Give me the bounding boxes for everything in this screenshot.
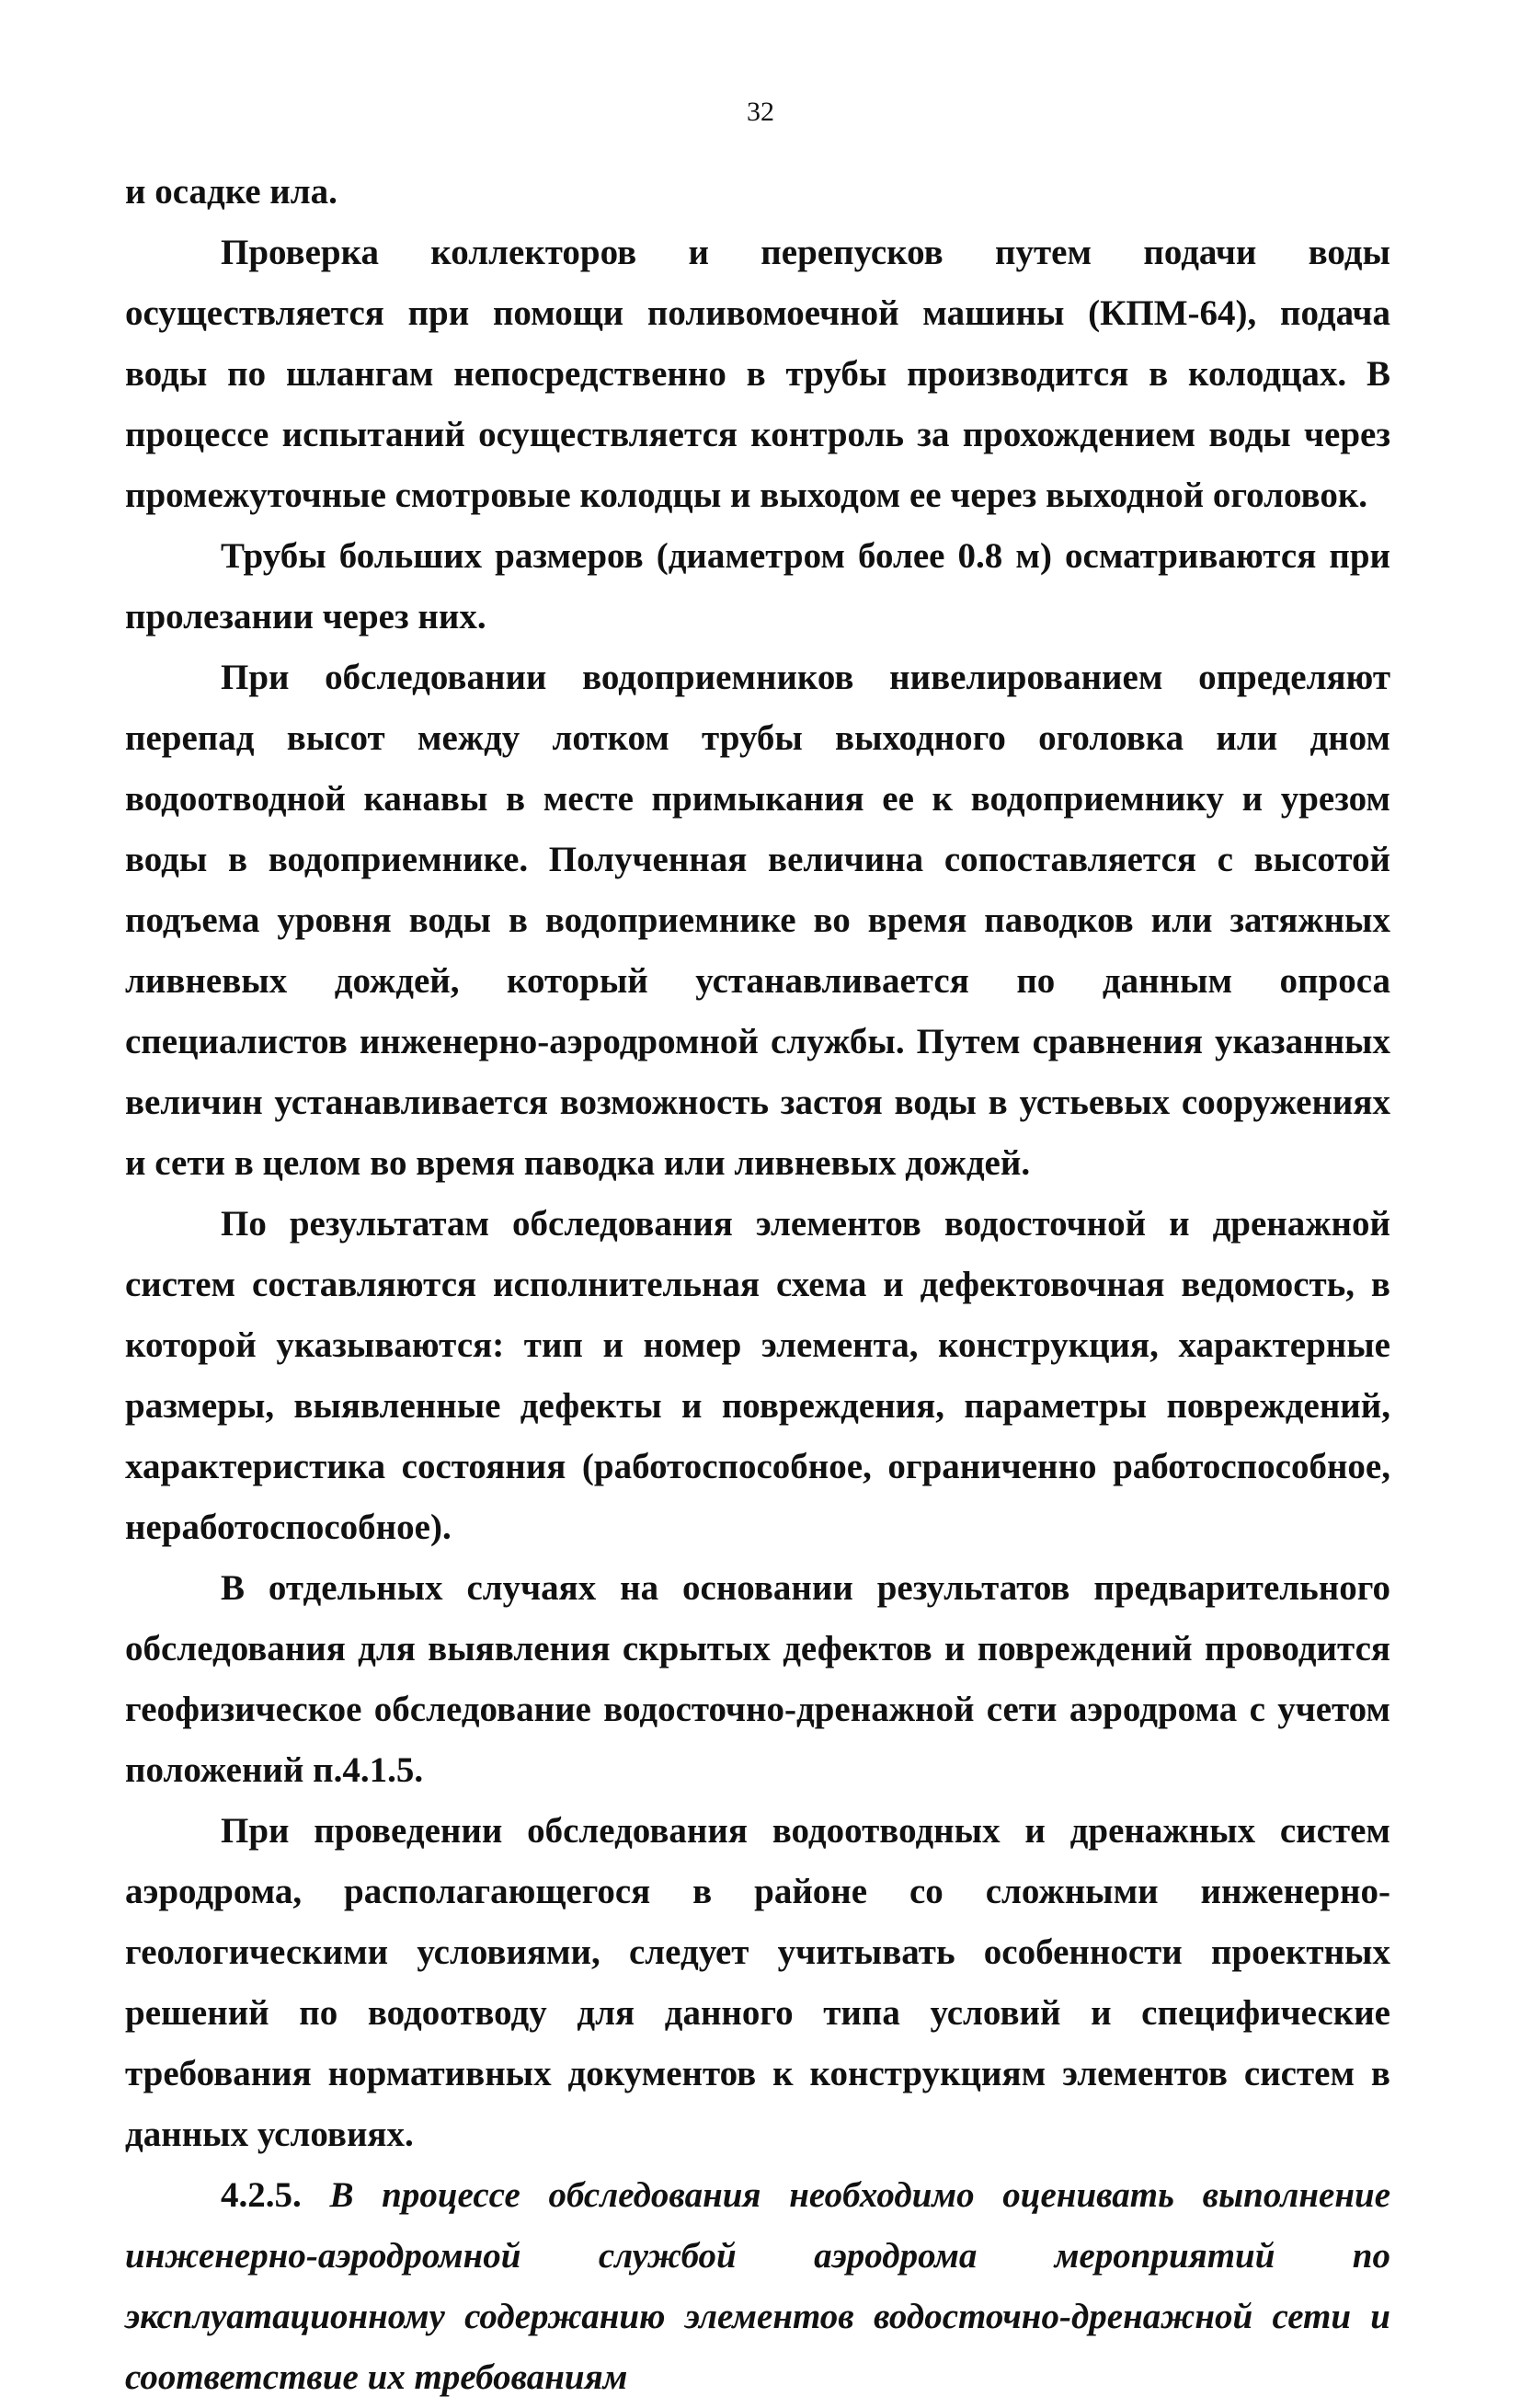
section-lead-title: В процессе обследования необходимо оценивать bbox=[329, 2175, 1174, 2215]
paragraph-survey-results: По результатам обследования элементов водосточной и дренажной систем составляются исполнительная схема и дефектовочная ведомость, в которой указываются: тип и номер элемента, конструкция, характерные размеры, выявленные дефекты и повреждения, параметры повреждений, характеристика состояния (работоспособное, ограниченно работоспособное, неработоспособное). bbox=[125, 1204, 1390, 1547]
document-body bbox=[125, 162, 1390, 2408]
paragraph-complex-conditions: При проведении обследования водоотводных и дренажных систем аэродрома, располагающегося в районе со сложными инженерно-геологическими условиями, следует учитывать особенности проектных решений по водоотводу для данного типа условий и специфические требования нормативных документов к конструкциям элементов систем в данных условиях. bbox=[125, 1811, 1390, 2154]
paragraph-geophysical-survey: В отдельных случаях на основании результатов предварительного обследования для выявления скрытых дефектов и повреждений проводится геофизическое обследование водосточно-дренажной сети аэродрома с учетом положений п.4.1.5. bbox=[125, 1568, 1390, 1790]
paragraph-large-pipes: Трубы больших размеров (диаметром более 0.8 м) осматриваются при пролезании через них. bbox=[125, 536, 1390, 636]
section-text: выполнение инженерно-аэродромной службой аэродрома мероприятий по эксплуатационному содержанию элементов водосточно-дренажной сети и соответствие их требованиям bbox=[125, 2175, 1391, 2397]
paragraph-water-receivers: При обследовании водоприемников нивелированием определяют перепад высот между лотком трубы выходного оголовка или дном водоотводной канавы в месте примыкания ее к водоприемнику и урезом воды в водоприемнике. Полученная величина сопоставляется с высотой подъема уровня воды в водоприемнике во время паводков или затяжных ливневых дождей, который устанавливается по данным опроса специалистов инженерно-аэродромной службы. Путем сравнения указанных величин устанавливается возможность застоя воды в устьевых сооружениях и сети в целом во время паводка или ливневых дождей. bbox=[125, 658, 1390, 1183]
page-number: 32 bbox=[747, 97, 774, 127]
paragraph-collector-check: Проверка коллекторов и перепусков путем подачи воды осуществляется при помощи поливомоечной машины (КПМ-64), подача воды по шлангам непосредственно в трубы производится в колодцах. В процессе испытаний осуществляется контроль за прохождением воды через промежуточные смотровые колодцы и выходом ее через выходной оголовок. bbox=[125, 233, 1390, 515]
paragraph-section-4-2-5 bbox=[125, 2165, 1390, 2408]
paragraph-continuation: и осадке ила. bbox=[125, 172, 337, 212]
section-number: 4.2.5. bbox=[221, 2175, 302, 2215]
